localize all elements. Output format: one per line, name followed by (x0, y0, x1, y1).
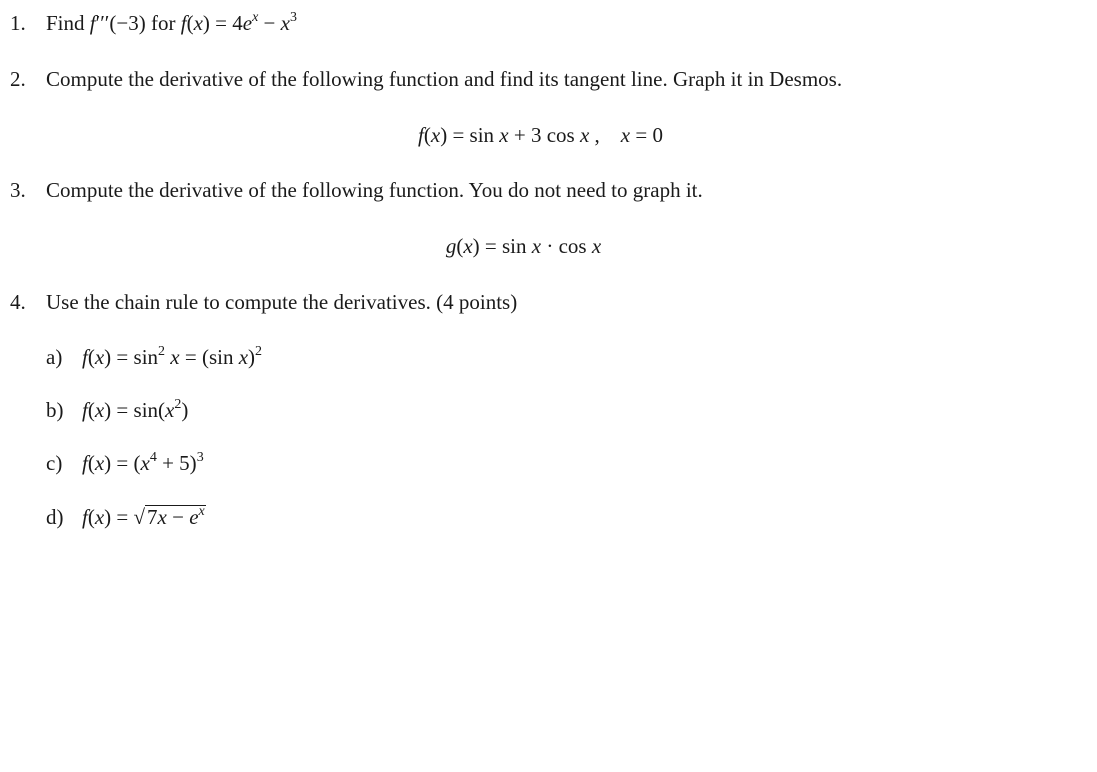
var-x: x (94, 505, 105, 529)
equals-paren-sin: = (sin (179, 345, 239, 369)
problem-4a (46, 344, 262, 370)
minus: − (258, 11, 281, 35)
rhs-cos: + 3 cos (508, 123, 580, 147)
problem-2-text: Compute the derivative of the following function and find its tangent line. Graph it in Desmos. (46, 67, 843, 91)
separator: , (589, 123, 621, 147)
var-x: x (531, 234, 542, 258)
var-x: x (94, 451, 105, 475)
exponent-2: 2 (255, 344, 263, 359)
equals-paren: = ( (111, 451, 141, 475)
var-x: x (140, 451, 150, 475)
var-x: x (193, 11, 203, 35)
part-label-d: d) (46, 505, 64, 529)
problem-4c (46, 450, 204, 476)
var-x: x (170, 345, 180, 369)
paren-open: ( (87, 345, 95, 369)
var-f: f (418, 123, 424, 147)
problem-2-equation (0, 122, 1089, 148)
exponent-x: x (252, 10, 259, 25)
paren-open: ( (87, 398, 95, 422)
paren-close: ) (104, 451, 112, 475)
paren-close: ) (104, 345, 112, 369)
var-x: x (157, 505, 167, 529)
problem-3-equation (0, 233, 1072, 259)
exponent-2: 2 (174, 397, 182, 412)
var-g: g (445, 234, 457, 258)
var-f: f (82, 398, 88, 422)
problem-3-text: Compute the derivative of the following function. You do not need to graph it. (46, 178, 703, 202)
var-x: x (499, 123, 509, 147)
var-f: f (82, 345, 88, 369)
exponent-3: 3 (196, 450, 204, 465)
paren-close: ) (202, 11, 210, 35)
part-label-a: a) (46, 345, 63, 369)
word-for: for (145, 11, 181, 35)
var-x: x (94, 345, 105, 369)
problem-4-text: Use the chain rule to compute the derivatives. (4 points) (46, 290, 518, 314)
paren-close: ) (248, 345, 256, 369)
condition-value: = 0 (630, 123, 663, 147)
problem-3-number: 3. (10, 178, 26, 202)
var-x: x (430, 123, 441, 147)
minus: − (166, 505, 190, 529)
paren-close: ) (440, 123, 448, 147)
var-x: x (591, 234, 602, 258)
problem-1-statement (46, 10, 297, 36)
equals-sin: = sin( (111, 398, 166, 422)
var-x: x (620, 123, 631, 147)
var-e: e (242, 11, 253, 35)
problem-2-number: 2. (10, 67, 26, 91)
var-f: f (89, 11, 96, 35)
rhs-cos: · cos (541, 234, 592, 258)
var-f: f (82, 451, 88, 475)
var-x: x (280, 11, 290, 35)
equals-coeff: = 4 (209, 11, 243, 35)
paren-close: ) (472, 234, 480, 258)
var-f: f (180, 11, 187, 35)
paren-open: ( (423, 123, 431, 147)
problem-4d (46, 504, 206, 530)
paren-close: ) (104, 505, 112, 529)
problem-1-number: 1. (10, 11, 26, 35)
part-label-c: c) (46, 451, 63, 475)
equals: = (111, 505, 134, 529)
problem-4b (46, 397, 188, 423)
plus-5: + 5) (156, 451, 197, 475)
var-x: x (94, 398, 105, 422)
radical-sign: √ (133, 505, 146, 529)
var-f: f (82, 505, 88, 529)
paren-open: ( (87, 451, 95, 475)
paren-close: ) (104, 398, 112, 422)
square-root (134, 504, 206, 530)
part-label-b: b) (46, 398, 64, 422)
problem-4-number: 4. (10, 290, 26, 314)
rhs-sin: = sin (479, 234, 532, 258)
argument: (−3) (109, 11, 146, 35)
paren-close: ) (181, 398, 189, 422)
coeff-7: 7 (147, 505, 158, 529)
var-x: x (165, 398, 175, 422)
paren-open: ( (186, 11, 194, 35)
var-x: x (579, 123, 590, 147)
var-x: x (238, 345, 249, 369)
problem-1-prefix: Find (46, 11, 90, 35)
triple-prime: ′′′ (95, 11, 110, 35)
exponent-x: x (198, 504, 205, 519)
paren-open: ( (456, 234, 464, 258)
paren-open: ( (87, 505, 95, 529)
problem-1-math (90, 11, 297, 35)
exponent-4: 4 (149, 450, 157, 465)
radicand (145, 505, 206, 528)
equals-sin: = sin (111, 345, 159, 369)
exponent-2: 2 (158, 344, 166, 359)
var-x: x (463, 234, 473, 258)
exponent-3: 3 (289, 10, 297, 25)
rhs-sin: = sin (447, 123, 500, 147)
var-e: e (189, 505, 199, 529)
